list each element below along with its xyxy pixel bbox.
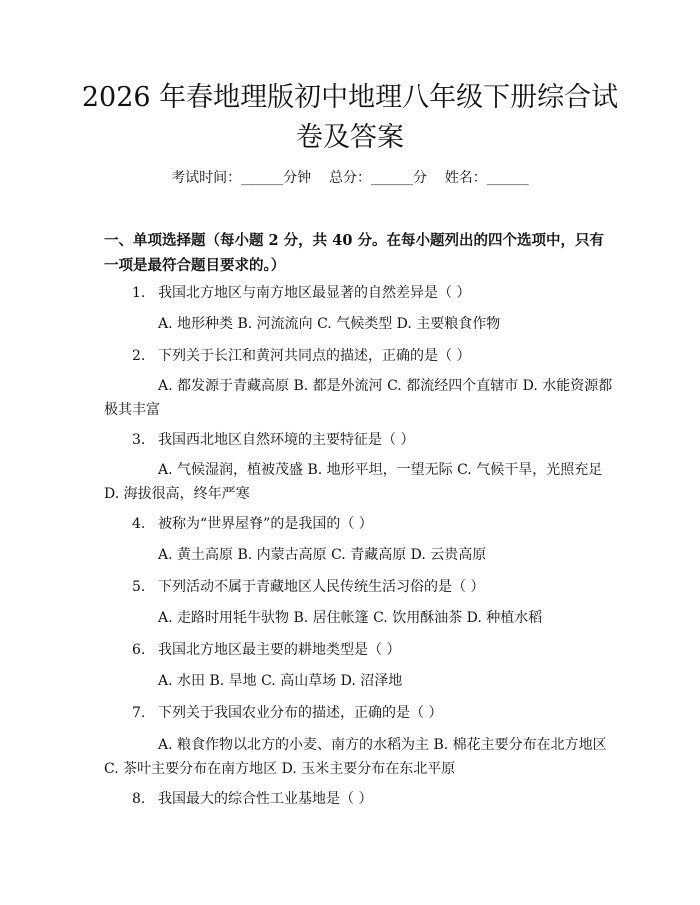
question-7: [132, 703, 442, 723]
question-1-options: A. 地形种类 B. 河流流向 C. 气候类型 D. 主要粮食作物: [158, 316, 501, 332]
question-text: 下列关于我国农业分布的描述，正确的是（ ）: [158, 705, 443, 721]
question-1: [132, 283, 470, 303]
question-number: 5.: [132, 579, 146, 595]
question-text: 我国最大的综合性工业基地是（ ）: [158, 791, 373, 807]
question-5-options: A. 走路时用牦牛驮物 B. 居住帐篷 C. 饮用酥油茶 D. 种植水稻: [158, 610, 543, 626]
question-number: 2.: [132, 348, 146, 364]
question-6: [132, 640, 400, 660]
question-6-options: A. 水田 B. 旱地 C. 高山草场 D. 沼泽地: [158, 673, 403, 689]
question-3: [132, 430, 414, 450]
question-number: 7.: [132, 705, 146, 721]
question-4-options: A. 黄土高原 B. 内蒙古高原 C. 青藏高原 D. 云贵高原: [158, 547, 487, 563]
exam-title: [60, 78, 640, 158]
question-3-options: A. 气候湿润，植被茂盛 B. 地形平坦，一望无际 C. 气候干旱，光照充足 D. 海拔很高，终年严寒: [104, 462, 603, 502]
question-5: [132, 577, 484, 597]
question-4: [132, 514, 373, 534]
question-number: 4.: [132, 516, 146, 532]
question-text: 下列关于长江和黄河共同点的描述，正确的是（ ）: [158, 348, 471, 364]
exam-title-line1: 2026 年春地理版初中地理八年级下册综合试: [81, 82, 619, 113]
question-7-options: A. 粮食作物以北方的小麦、南方的水稻为主 B. 棉花主要分布在北方地区 C. 茶叶主要分布在南方地区 D. 玉米主要分布在东北平原: [104, 737, 607, 777]
question-number: 6.: [132, 642, 146, 658]
question-number: 1.: [132, 285, 146, 301]
exam-meta-line: 考试时间：______分钟 总分：______分 姓名：______: [171, 170, 529, 186]
question-2-options: A. 都发源于青藏高原 B. 都是外流河 C. 都流经四个直辖市 D. 水能资源都极其丰富: [104, 378, 613, 418]
question-text: 被称为“世界屋脊”的是我国的（ ）: [158, 516, 373, 532]
question-text: 我国北方地区与南方地区最显著的自然差异是（ ）: [158, 285, 471, 301]
question-number: 8.: [132, 791, 146, 807]
section-heading-single-choice: 一、单项选择题（每小题 2 分，共 40 分。在每小题列出的四个选项中，只有一项是最符合题目要求的。）: [104, 232, 604, 274]
question-text: 我国北方地区最主要的耕地类型是（ ）: [158, 642, 401, 658]
question-number: 3.: [132, 432, 146, 448]
question-text: 下列活动不属于青藏地区人民传统生活习俗的是（ ）: [158, 579, 485, 595]
question-8: [132, 789, 372, 809]
question-2: [132, 346, 470, 366]
question-text: 我国西北地区自然环境的主要特征是（ ）: [158, 432, 415, 448]
exam-title-line2: 卷及答案: [296, 122, 404, 153]
